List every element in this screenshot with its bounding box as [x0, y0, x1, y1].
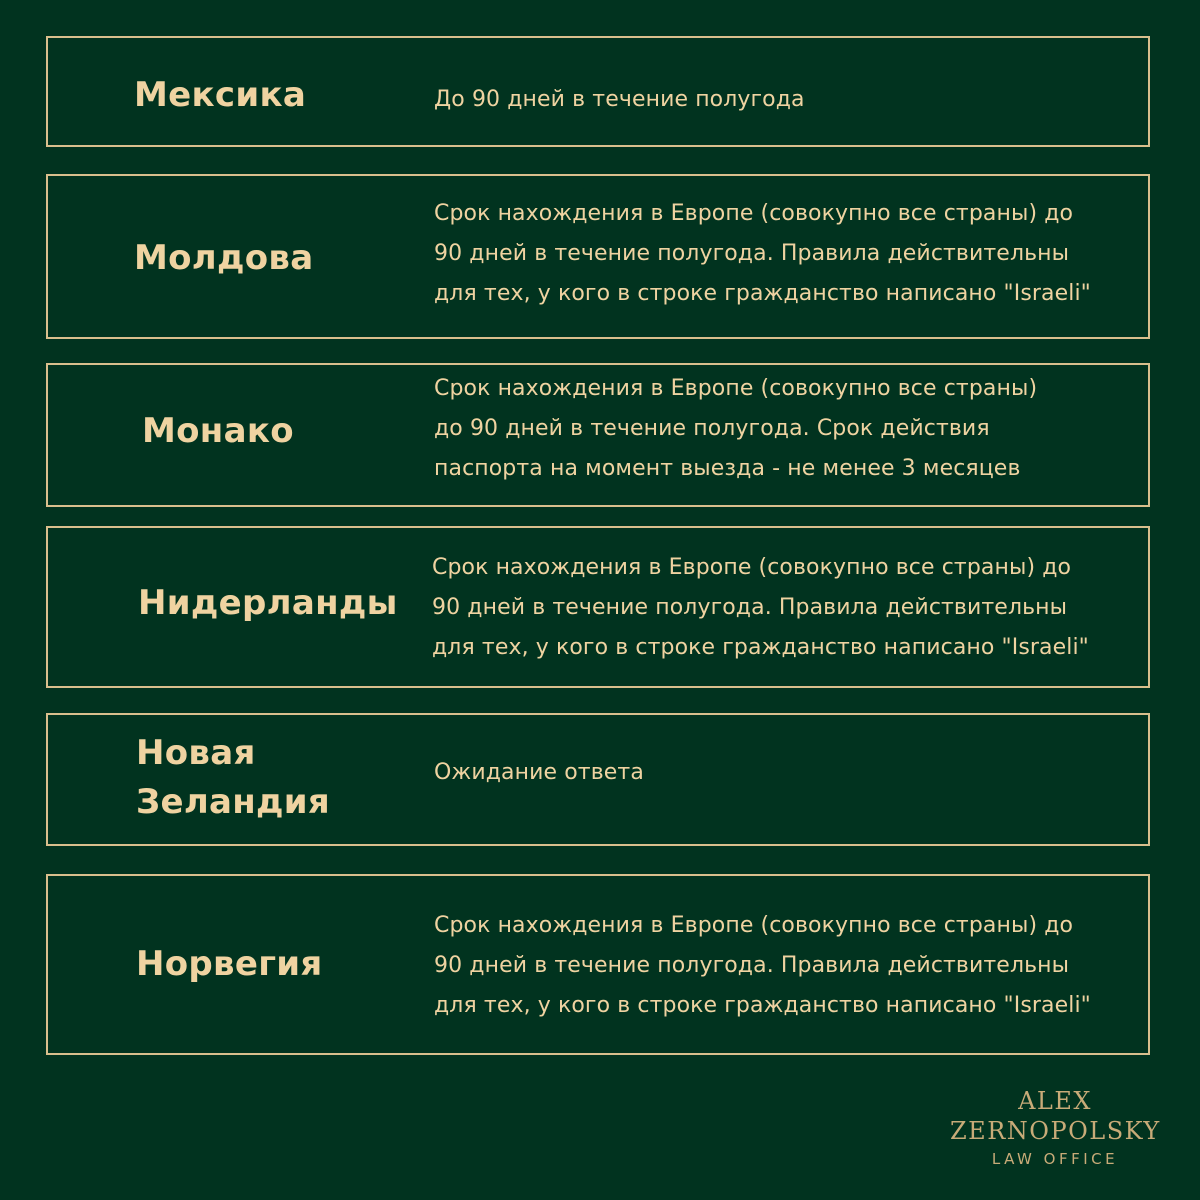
country-card-norway	[46, 874, 1150, 1055]
description-line: 90 дней в течение полугода. Правила действительны	[434, 953, 1070, 978]
description-line: для тех, у кого в строке гражданство написано "Israeli"	[432, 635, 1089, 660]
description-line: для тех, у кого в строке гражданство написано "Israeli"	[434, 993, 1091, 1018]
description-line: Срок нахождения в Европе (совокупно все страны) до	[432, 555, 1072, 580]
country-description	[432, 548, 1089, 668]
law-office-logo	[950, 1086, 1160, 1172]
description-line: для тех, у кого в строке гражданство написано "Israeli"	[434, 281, 1091, 306]
description-line: паспорта на момент выезда - не менее 3 месяцев	[434, 456, 1021, 481]
description-line: Срок нахождения в Европе (совокупно все страны) до	[434, 201, 1074, 226]
country-description	[434, 194, 1091, 314]
country-description	[434, 369, 1037, 489]
description-line: Срок нахождения в Европе (совокупно все страны) до	[434, 913, 1074, 938]
logo-line-alex: ALEX	[1018, 1087, 1092, 1115]
country-name-line: Зеландия	[136, 782, 331, 822]
country-name: Молдова	[134, 238, 314, 278]
country-card-new-zealand	[46, 713, 1150, 846]
logo-line-zernopolsky: ZERNOPOLSKY	[950, 1117, 1161, 1145]
description-line: Срок нахождения в Европе (совокупно все страны)	[434, 376, 1038, 401]
country-card-netherlands	[46, 526, 1150, 688]
description-line: Ожидание ответа	[434, 760, 644, 785]
logo-line-law-office: LAW OFFICE	[991, 1150, 1119, 1168]
country-name: Нидерланды	[138, 583, 398, 623]
country-description	[434, 906, 1091, 1026]
country-name	[136, 729, 330, 827]
description-line: 90 дней в течение полугода. Правила действительны	[432, 595, 1068, 620]
country-card-mexico	[46, 36, 1150, 147]
country-card-monaco	[46, 363, 1150, 507]
country-name-line: Новая	[136, 733, 256, 773]
country-name: Мексика	[134, 75, 307, 115]
country-description	[434, 80, 805, 120]
description-line: до 90 дней в течение полугода. Срок действия	[434, 416, 990, 441]
country-name: Норвегия	[136, 944, 323, 984]
description-line: До 90 дней в течение полугода	[434, 87, 805, 112]
country-name: Монако	[142, 411, 294, 451]
country-description	[434, 753, 644, 793]
description-line: 90 дней в течение полугода. Правила действительны	[434, 241, 1070, 266]
country-card-moldova	[46, 174, 1150, 339]
